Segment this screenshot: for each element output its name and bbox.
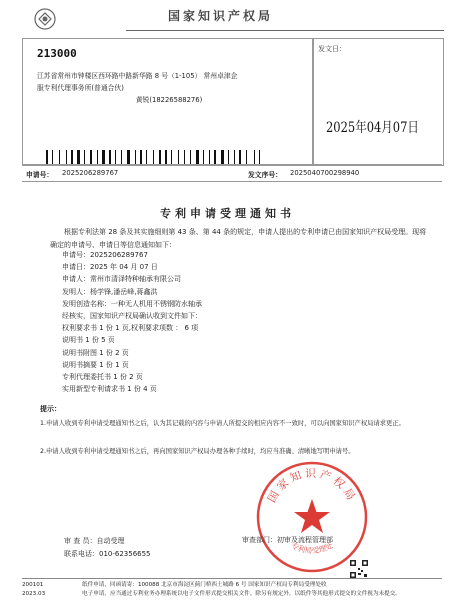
address-line: 服专利代理事务所(普通合伙) — [37, 84, 124, 92]
hint-item: 2.申请人收到专利申请受理通知书之后，再向国家知识产权局办理各种手续时，均应当准确、清晰地写明申请号。 — [40, 448, 355, 455]
application-field: 经核实，国家知识产权局确认收到文件如下： — [62, 312, 202, 321]
footer-note — [82, 581, 434, 599]
application-field: 申请号：2025206289767 — [62, 251, 148, 259]
office-name: 国家知识产权局 — [168, 9, 274, 23]
id-row — [22, 164, 442, 182]
application-field: 实用新型专利请求书 1 份 4 页 — [62, 385, 157, 394]
application-field: 申请日：2025 年 04 月 07 日 — [62, 263, 158, 272]
address-line: 江苏省常州市钟楼区西环路中路新华路 8 号（1-105） 常州卓津企 — [37, 72, 238, 80]
application-number-label: 申请号： — [26, 171, 54, 179]
intro-paragraph: 根据专利法第 28 条及其实施细则第 43 条、第 44 条的规定，申请人提出的专利申请已由国家知识产权局受理。现将确定的申请号、申请日等信息通知如下： — [50, 228, 427, 249]
dispatch-date-label: 发文日： — [318, 45, 346, 53]
qr-code-icon — [350, 560, 368, 578]
mailing-address — [37, 70, 301, 106]
header-rule — [126, 30, 444, 31]
application-field: 说明书附图 1 份 2 页 — [62, 348, 129, 357]
footer-note-line: 纸件申请，回函请寄：100088 北京市海淀区蓟门桥西土城路 6 号 国家知识产权局专利局受理处收 — [82, 582, 327, 588]
official-seal-icon — [254, 459, 370, 575]
footer-note-line: 电子申请，应当通过专利业务办理系统以电子文件形式提交相关文件。除另有规定外，以纸件等其他形式提交的文件视为未提交。 — [82, 591, 401, 597]
hints-title: 提示： — [40, 405, 61, 413]
application-field: 申请人：常州市清泽特种轴承有限公司 — [62, 275, 181, 284]
barcode-icon — [46, 150, 310, 164]
footer-rule — [22, 578, 442, 579]
form-code-line: 2023.03 — [22, 591, 46, 597]
dispatch-number: 2025040700298940 — [290, 169, 360, 177]
application-fields — [62, 249, 422, 395]
application-field: 说明书摘要 1 份 1 页 — [62, 360, 129, 369]
signoff-block — [64, 535, 151, 561]
application-field: 发明人：杨学锋,潘岳峰,蒋鑫洪 — [62, 287, 158, 296]
dispatch-number-label: 发文序号： — [248, 171, 282, 179]
seal-text: 国家知识产权局 — [265, 467, 359, 505]
dispatch-date-box — [312, 38, 444, 166]
cnipa-logo-icon — [34, 8, 56, 30]
examiner: 审 查 员：自动受理 — [64, 537, 125, 545]
form-code-line: 200101 — [22, 582, 44, 588]
seal-subtext: 专利局受理处 — [289, 540, 335, 556]
hint-item: 1.申请人收到专利申请受理通知书之后，认为其记载的内容与申请人所提交的相应内容不一致时，可以向国家知识产权局请求更正。 — [40, 420, 405, 427]
examining-department: 审查部门：初审及流程管理部 — [242, 536, 333, 544]
contact-phone: 联系电话：010-62356655 — [64, 550, 151, 558]
handwritten-dispatch-date: 2025年04月07日 — [326, 120, 419, 136]
application-number: 2025206289767 — [62, 169, 119, 177]
application-field: 发明创造名称：一种无人机用不锈钢防水轴承 — [62, 299, 202, 308]
application-field: 权利要求书 1 份 1 页,权利要求项数 ： 6 项 — [62, 324, 199, 333]
document-title: 专利申请受理通知书 — [160, 207, 295, 220]
application-field: 说明书 1 份 5 页 — [62, 336, 115, 345]
form-code — [22, 581, 45, 599]
application-field: 专利代理委托书 1 份 2 页 — [62, 373, 143, 382]
postcode: 213000 — [37, 47, 77, 60]
recipient-name: 黄锐(18226588276) — [135, 96, 203, 104]
